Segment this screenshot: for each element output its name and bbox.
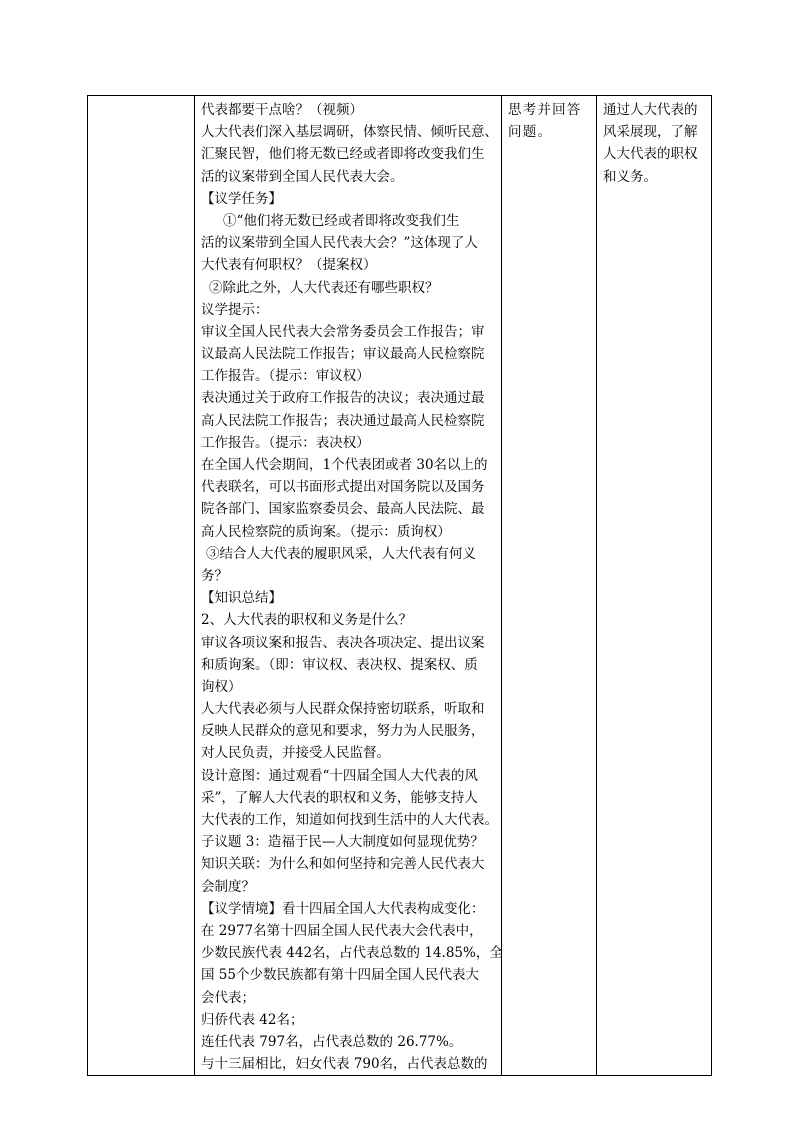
text-line: ②除此之外，人大代表还有哪些职权？ [209, 279, 439, 296]
text-line: 人大代表们深入基层调研，体察民情、倾听民意、 [201, 124, 498, 141]
text-line: 在 2977名第十四届全国人民代表大会代表中， [201, 922, 483, 939]
text-line: 国 55个少数民族都有第十四届全国人民代表大 [201, 967, 479, 984]
text-line: ③结合人大代表的履职风采，人大代表有何义 [206, 545, 476, 562]
text-line: 询权） [201, 678, 242, 695]
text-line: 和质询案。（即：审议权、表决权、提案权、质 [201, 656, 478, 673]
text-line: 审议全国人民代表大会常务委员会工作报告；审 [201, 323, 485, 340]
student-activity-cell [502, 96, 597, 1076]
text-line: 知识关联：为什么和如何坚持和完善人民代表大 [201, 856, 485, 873]
text-line: 和义务。 [603, 168, 657, 185]
text-line: 会制度？ [201, 878, 255, 895]
text-line: 人大代表的职权 [603, 146, 698, 163]
design-intent-cell [597, 96, 712, 1076]
section-heading: 【议学情境】看十四届全国人大代表构成变化： [201, 900, 485, 917]
text-line: 代表都要干点啥？（视频） [201, 102, 363, 118]
text-line: 对人民负责，并接受人民监督。 [201, 745, 390, 762]
text-line: 议学提示： [201, 301, 269, 318]
text-line: 审议各项议案和报告、表决各项决定、提出议案 [201, 634, 485, 651]
text-line: 高人民检察院的质询案。（提示：质询权） [201, 523, 451, 540]
lesson-plan-table [87, 95, 712, 1076]
section-heading: 【知识总结】 [201, 590, 282, 607]
text-line: 工作报告。（提示：表决权） [201, 434, 370, 451]
text-line: 风采展现，了解 [603, 124, 698, 141]
text-line: ①“他们将无数已经或者即将改变我们生 [223, 212, 460, 229]
text-line: 院各部门、国家监察委员会、最高人民法院、最 [201, 501, 485, 518]
text-line: 连任代表 797名，占代表总数的 26.77%。 [201, 1033, 463, 1050]
text-line: 设计意图：通过观看“十四届全国人大代表的风 [201, 767, 478, 784]
text-line: 少数民族代表 442名，占代表总数的 14.85%，全 [201, 945, 503, 962]
text-line: 子议题 3：造福于民—人大制度如何显现优势？ [201, 834, 484, 851]
text-line: 汇聚民智，他们将无数已经或者即将改变我们生 [201, 146, 485, 163]
text-line: 在全国人代会期间，1个代表团或者 30名以上的 [201, 457, 488, 473]
text-line: 人大代表必须与人民群众保持密切联系，听取和 [201, 701, 485, 718]
text-line: 工作报告。（提示：审议权） [201, 368, 370, 385]
text-line: 归侨代表 42名； [201, 1011, 304, 1028]
text-line: 反映人民群众的意见和要求，努力为人民服务， [201, 723, 485, 740]
text-line: 会代表； [201, 989, 255, 1006]
teacher-activity-cell [195, 96, 502, 1076]
design-intent-text [597, 96, 711, 188]
text-line: 高人民法院工作报告；表决通过最高人民检察院 [201, 412, 485, 429]
text-line: 大代表有何职权？（提案权） [201, 257, 377, 274]
text-line: 活的议案带到全国人民代表大会。 [201, 168, 404, 185]
text-line: 代表联名，可以书面形式提出对国务院以及国务 [201, 479, 485, 496]
text-line: 务？ [201, 567, 228, 584]
table-row [88, 96, 712, 1076]
text-line: 问题。 [508, 124, 553, 141]
section-heading: 【议学任务】 [201, 190, 282, 207]
text-line: 通过人大代表的 [603, 102, 698, 118]
text-line: 采”，了解人大代表的职权和义务，能够支持人 [201, 789, 478, 806]
section-cell [88, 96, 195, 1076]
text-line: 大代表的工作，知道如何找到生活中的人大代表。 [201, 812, 498, 828]
text-line: 议最高人民法院工作报告；审议最高人民检察院 [201, 346, 485, 363]
text-line: 表决通过关于政府工作报告的决议；表决通过最 [201, 390, 485, 407]
text-line: 思考并回答 [508, 102, 582, 118]
teacher-activity-text [195, 96, 501, 1075]
student-activity-text [502, 96, 596, 143]
text-line: 与十三届相比，妇女代表 790名，占代表总数的 [201, 1056, 488, 1073]
text-line: 活的议案带到全国人民代表大会？”这体现了人 [201, 235, 478, 252]
text-line: 2、人大代表的职权和义务是什么？ [201, 612, 413, 629]
